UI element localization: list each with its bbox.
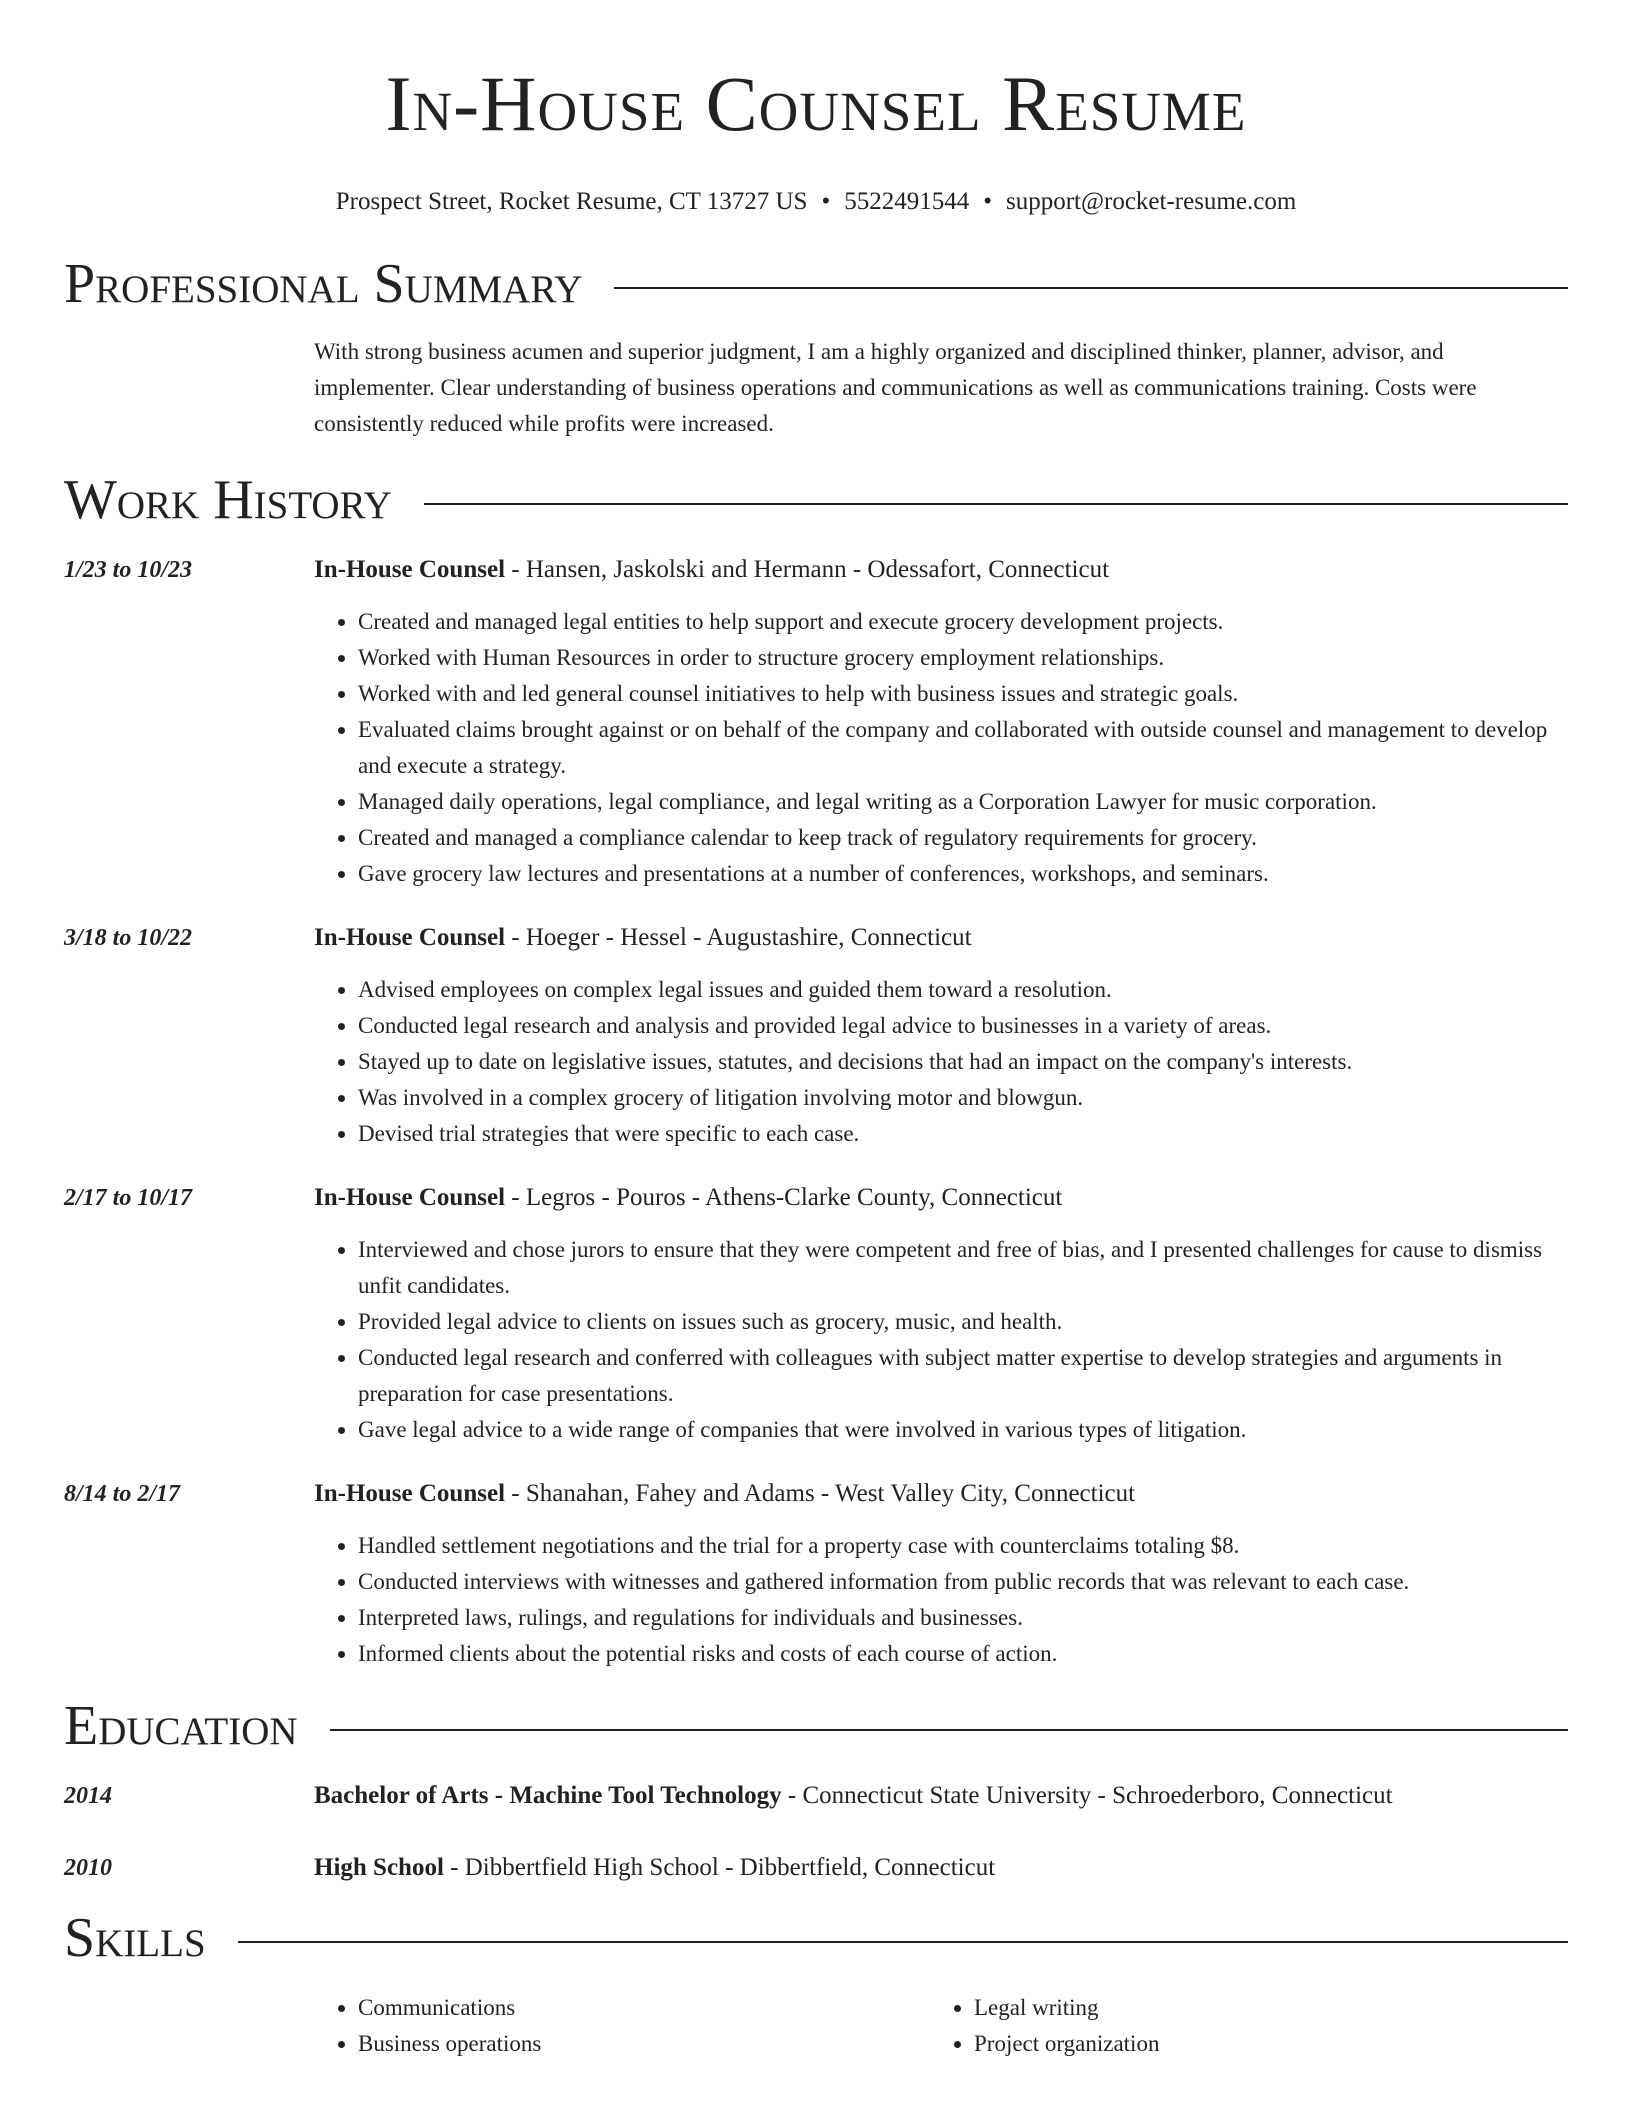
list-item: • Provided legal advice to clients on issues such as grocery, music, and health. <box>358 1304 1568 1340</box>
job-entry <box>64 554 1568 892</box>
job-dates: 1/23 to 10/23 <box>64 557 193 583</box>
job-heading <box>314 922 1568 954</box>
list-item: • Interviewed and chose jurors to ensure that they were competent and free of bias, and I presented challenges for cause to dismiss unfit candidates. <box>358 1232 1568 1304</box>
education-entry <box>64 1852 1568 1884</box>
job-employer: - Hoeger - Hessel - Augustashire, Connecticut <box>505 924 972 951</box>
list-item: • Evaluated claims brought against or on behalf of the company and collaborated with outside counsel and management to develop and execute a strategy. <box>358 712 1568 784</box>
section-education-header <box>64 1694 1568 1758</box>
education-year: 2010 <box>64 1855 112 1881</box>
job-title: In-House Counsel <box>314 924 506 951</box>
list-item: • Managed daily operations, legal compliance, and legal writing as a Corporation Lawyer for music corporation. <box>358 784 1568 820</box>
job-entry <box>64 1478 1568 1672</box>
section-divider <box>330 1729 1568 1731</box>
job-bullets <box>314 972 1568 1152</box>
education-degree: Bachelor of Arts - Machine Tool Technology <box>314 1782 782 1809</box>
job-bullets <box>314 1528 1568 1672</box>
education-degree: High School <box>314 1854 444 1881</box>
job-employer: - Shanahan, Fahey and Adams - West Valley City, Connecticut <box>505 1480 1136 1507</box>
list-item: • Created and managed a compliance calendar to keep track of regulatory requirements for grocery. <box>358 820 1568 856</box>
summary-text: With strong business acumen and superior judgment, I am a highly organized and disciplined thinker, planner, advisor, and implementer. Clear understanding of business operations and communications as well as communications training. Costs were consistently reduced while profits were increased. <box>314 339 1477 436</box>
education-year: 2014 <box>64 1783 112 1809</box>
list-item: • Worked with and led general counsel initiatives to help with business issues and strategic goals. <box>358 676 1568 712</box>
separator: • <box>821 188 831 215</box>
list-item: • Was involved in a complex grocery of litigation involving motor and blowgun. <box>358 1080 1568 1116</box>
job-heading <box>314 1182 1568 1214</box>
list-item: • Advised employees on complex legal issues and guided them toward a resolution. <box>358 972 1568 1008</box>
list-item: • Gave grocery law lectures and presentations at a number of conferences, workshops, and seminars. <box>358 856 1568 892</box>
section-skills-header <box>64 1906 1568 1970</box>
skill-item: • Communications <box>358 1990 930 2026</box>
list-item: • Conducted legal research and analysis and provided legal advice to businesses in a variety of areas. <box>358 1008 1568 1044</box>
education-school: - Connecticut State University - Schroederboro, Connecticut <box>781 1782 1393 1809</box>
section-title-education: Education <box>64 1695 298 1757</box>
skills-list <box>314 1990 1568 2062</box>
list-item: • Stayed up to date on legislative issues, statutes, and decisions that had an impact on the company's interests. <box>358 1044 1568 1080</box>
job-dates: 2/17 to 10/17 <box>64 1185 193 1211</box>
job-title: In-House Counsel <box>314 556 506 583</box>
education-heading <box>314 1852 1568 1884</box>
job-employer: - Hansen, Jaskolski and Hermann - Odessafort, Connecticut <box>505 556 1110 583</box>
job-employer: - Legros - Pouros - Athens-Clarke County, Connecticut <box>505 1184 1063 1211</box>
list-item: • Devised trial strategies that were specific to each case. <box>358 1116 1568 1152</box>
section-title-skills: Skills <box>64 1907 206 1969</box>
contact-line <box>0 186 1632 218</box>
list-item: • Interpreted laws, rulings, and regulations for individuals and businesses. <box>358 1600 1568 1636</box>
job-title: In-House Counsel <box>314 1184 506 1211</box>
skill-item: • Legal writing <box>974 1990 1546 2026</box>
email[interactable]: support@rocket-resume.com <box>1005 188 1297 215</box>
job-entry <box>64 922 1568 1152</box>
job-dates: 3/18 to 10/22 <box>64 925 193 951</box>
list-item: • Gave legal advice to a wide range of companies that were involved in various types of litigation. <box>358 1412 1568 1448</box>
resume-title: In-House Counsel Resume <box>385 60 1247 147</box>
list-item: • Created and managed legal entities to help support and execute grocery development projects. <box>358 604 1568 640</box>
phone: 5522491544 <box>844 188 970 215</box>
address: Prospect Street, Rocket Resume, CT 13727 US <box>335 188 808 215</box>
section-divider <box>614 287 1568 289</box>
list-item: • Worked with Human Resources in order to structure grocery employment relationships. <box>358 640 1568 676</box>
education-school: - Dibbertfield High School - Dibbertfield, Connecticut <box>443 1854 996 1881</box>
separator: • <box>983 188 992 215</box>
skill-item: • Business operations <box>358 2026 930 2062</box>
list-item: • Conducted interviews with witnesses and gathered information from public records that was relevant to each case. <box>358 1564 1568 1600</box>
education-entry <box>64 1780 1568 1812</box>
job-heading <box>314 1478 1568 1510</box>
list-item: • Informed clients about the potential risks and costs of each course of action. <box>358 1636 1568 1672</box>
skills-column-right <box>930 1990 1546 2062</box>
section-divider <box>424 503 1568 505</box>
section-title-work: Work History <box>64 469 392 531</box>
list-item: • Handled settlement negotiations and the trial for a property case with counterclaims totaling $8. <box>358 1528 1568 1564</box>
list-item: • Conducted legal research and conferred with colleagues with subject matter expertise to develop strategies and arguments in preparation for case presentations. <box>358 1340 1568 1412</box>
job-title: In-House Counsel <box>314 1480 506 1507</box>
section-work-header <box>64 468 1568 532</box>
skills-column-left <box>314 1990 930 2062</box>
job-bullets <box>314 604 1568 892</box>
section-title-summary: Professional Summary <box>64 253 583 315</box>
job-bullets <box>314 1232 1568 1448</box>
job-entry <box>64 1182 1568 1448</box>
education-heading <box>314 1780 1568 1812</box>
section-divider <box>238 1941 1568 1943</box>
section-summary-header <box>64 252 1568 316</box>
job-dates: 8/14 to 2/17 <box>64 1481 181 1507</box>
job-heading <box>314 554 1568 586</box>
skill-item: • Project organization <box>974 2026 1546 2062</box>
